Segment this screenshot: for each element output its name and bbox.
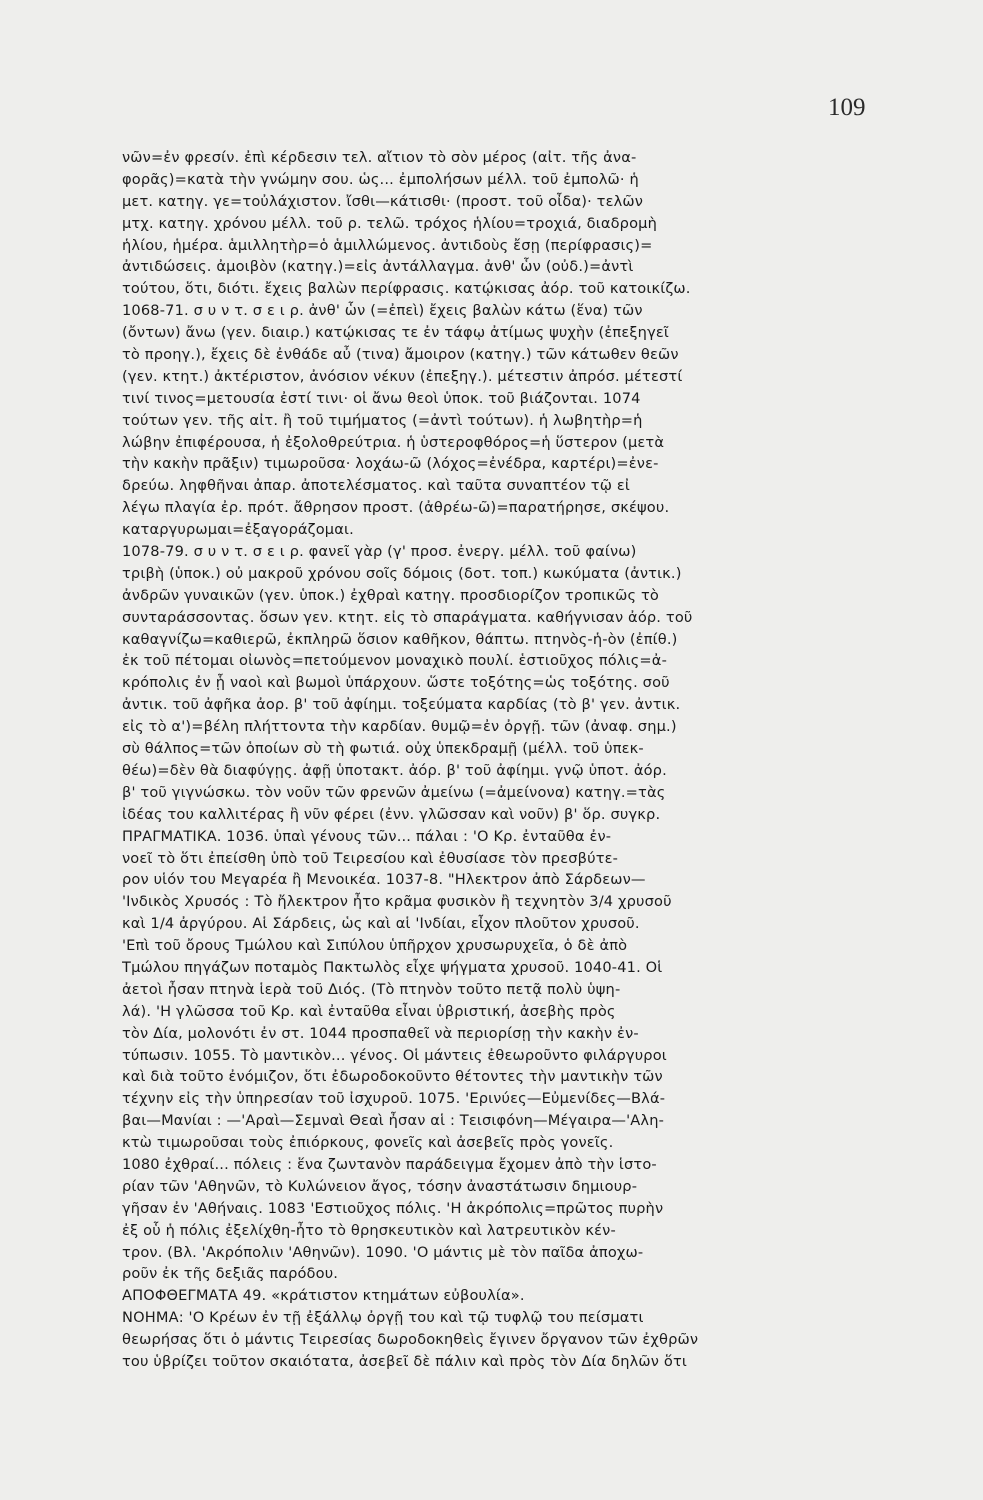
text-line: συνταράσσοντας. ὅσων γεν. κτητ. εἰς τὸ σπαράγματα. καθήγνισαν ἀόρ. τοῦ	[122, 608, 693, 626]
text-line: 'Επὶ τοῦ ὄρους Τμώλου καὶ Σιπύλου ὑπῆρχον χρυσωρυχεῖα, ὁ δὲ ἀπὸ	[122, 937, 628, 955]
text-line: ἀνδρῶν γυναικῶν (γεν. ὑποκ.) ἐχθραὶ κατηγ. προσδιορίζον τροπικῶς τὸ	[122, 586, 660, 604]
text-line: δρεύω. ληφθῆναι ἀπαρ. ἀποτελέσματος. καὶ ταῦτα συναπτέον τῷ εἰ	[122, 477, 630, 495]
text-line: τέχνην εἰς τὴν ὑπηρεσίαν τοῦ ἰσχυροῦ. 1075. 'Ερινύες—Εὐμενίδες—Βλά-	[122, 1090, 666, 1108]
text-line: θεωρήσας ὅτι ὁ μάντις Τειρεσίας δωροδοκηθεὶς ἔγινεν ὄργανον τῶν ἐχθρῶν	[122, 1331, 699, 1349]
text-line: καὶ 1/4 ἀργύρου. Αἱ Σάρδεις, ὡς καὶ αἱ 'Ινδίαι, εἶχον πλοῦτον χρυσοῦ.	[122, 915, 640, 933]
text-line: ἀετοὶ ἦσαν πτηνὰ ἱερὰ τοῦ Διός. (Τὸ πτηνὸν τοῦτο πετᾷ πολὺ ὑψη-	[122, 980, 621, 998]
text-line: κρόπολις ἐν ᾗ ναοὶ καὶ βωμοὶ ὑπάρχουν. ὥστε τοξότης=ὡς τοξότης. σοῦ	[122, 674, 670, 692]
text-line: τὸ προηγ.), ἔχεις δὲ ἐνθάδε αὖ (τινα) ἄμοιρον (κατηγ.) τῶν κάτωθεν θεῶν	[122, 346, 679, 364]
text-line: λώβην ἐπιφέρουσα, ἡ ἐξολοθρεύτρια. ἡ ὑστεροφθόρος=ἡ ὕστερον (μετὰ	[122, 433, 665, 451]
text-line: τούτου, ὅτι, διότι. ἔχεις βαλὼν περίφρασις. κατῴκισας ἀόρ. τοῦ κατοικίζω.	[122, 280, 691, 298]
text-line: καὶ διὰ τοῦτο ἐνόμιζον, ὅτι ἐδωροδοκοῦντο θέτοντες τὴν μαντικὴν τῶν	[122, 1068, 663, 1086]
text-line: λέγω πλαγία ἐρ. πρότ. ἄθρησον προστ. (ἀθρέω-ῶ)=παρατήρησε, σκέψου.	[122, 499, 670, 517]
paragraph-noema	[122, 1307, 877, 1373]
text-line: λά). 'Η γλῶσσα τοῦ Κρ. καὶ ἐνταῦθα εἶναι ὑβριστική, ἀσεβὴς πρὸς	[122, 1002, 616, 1020]
text-line: ἀντιδώσεις. ἀμοιβὸν (κατηγ.)=εἰς ἀντάλλαγμα. ἀνθ' ὧν (οὐδ.)=ἀντὶ	[122, 258, 634, 276]
text-line: τινί τινος=μετουσία ἐστί τινι· οἱ ἄνω θεοὶ ὑποκ. τοῦ βιάζονται. 1074	[122, 389, 641, 407]
text-line: καταργυρωμαι=ἐξαγοράζομαι.	[122, 521, 354, 539]
text-line: ἐκ τοῦ πέτομαι οἰωνὸς=πετούμενον μοναχικὸ πουλί. ἑστιοῦχος πόλις=ἀ-	[122, 652, 667, 670]
text-line: Τμώλου πηγάζων ποταμὸς Πακτωλὸς εἶχε ψήγματα χρυσοῦ. 1040-41. Οἱ	[122, 958, 663, 976]
text-line: (γεν. κτητ.) ἀκτέριστον, ἀνόσιον νέκυν (ἐπεξηγ.). μέτεστιν ἀπρόσ. μέτεστί	[122, 367, 683, 385]
text-line: ἡλίου, ἡμέρα. ἁμιλλητὴρ=ὁ ἁμιλλώμενος. ἀντιδοὺς ἔσῃ (περίφρασις)=	[122, 236, 653, 254]
paragraph-vocabulary-notes	[122, 147, 877, 541]
text-line: ρίαν τῶν 'Αθηνῶν, τὸ Κυλώνειον ἄγος, τόσην ἀναστάτωσιν δημιουρ-	[122, 1177, 638, 1195]
paragraph-syntax-notes	[122, 541, 877, 826]
text-line: γῆσαν ἐν 'Αθήναις. 1083 'Εστιοῦχος πόλις. 'Η ἀκρόπολις=πρῶτος πυρὴν	[122, 1199, 664, 1217]
text-line: β' τοῦ γιγνώσκω. τὸν νοῦν τῶν φρενῶν ἀμείνω (=ἀμείνονα) κατηγ.=τὰς	[122, 783, 666, 801]
page-number: 109	[828, 94, 866, 121]
text-line: ροῦν ἐκ τῆς δεξιᾶς παρόδου.	[122, 1265, 339, 1283]
commentary-text	[122, 147, 877, 1373]
text-line: ΝΟΗΜΑ: 'Ο Κρέων ἐν τῇ ἐξάλλῳ ὀργῇ του καὶ τῷ τυφλῷ του πείσματι	[122, 1309, 644, 1327]
text-line: κτὼ τιμωροῦσαι τοὺς ἐπιόρκους, φονεῖς καὶ ἀσεβεῖς πρὸς γονεῖς.	[122, 1134, 614, 1152]
text-line: ΠΡΑΓΜΑΤΙΚΑ. 1036. ὑπαὶ γένους τῶν... πάλαι : 'Ο Κρ. ἐνταῦθα ἐν-	[122, 827, 612, 845]
paragraph-pragmatika	[122, 826, 877, 1286]
text-line: τὴν κακὴν πρᾶξιν) τιμωροῦσα· λοχάω-ῶ (λόχος=ἐνέδρα, καρτέρι)=ἐνε-	[122, 455, 659, 473]
text-line: τύπωσιν. 1055. Τὸ μαντικὸν... γένος. Οἱ μάντεις ἐθεωροῦντο φιλάργυροι	[122, 1046, 667, 1064]
text-line: ἐξ οὗ ἡ πόλις ἐξελίχθη-ἦτο τὸ θρησκευτικὸν καὶ λατρευτικὸν κέν-	[122, 1221, 616, 1239]
apophthegm-line: ΑΠΟΦΘΕΓΜΑΤΑ 49. «κράτιστον κτημάτων εὐβουλία».	[122, 1287, 525, 1305]
text-line: τὸν Δία, μολονότι ἐν στ. 1044 προσπαθεῖ νὰ περιορίσῃ τὴν κακὴν ἐν-	[122, 1024, 639, 1042]
text-line: βαι—Μανίαι : —'Αραὶ—Σεμναὶ Θεαὶ ἦσαν αἱ : Τεισιφόνη—Μέγαιρα—'Αλη-	[122, 1112, 665, 1130]
text-line: τούτων γεν. τῆς αἰτ. ἢ τοῦ τιμήματος (=ἀντὶ τούτων). ἡ λωβητὴρ=ἡ	[122, 411, 643, 429]
text-line: ἰδέας του καλλιτέρας ἢ νῦν φέρει (ἐνν. γλῶσσαν καὶ νοῦν) β' ὅρ. συγκρ.	[122, 805, 661, 823]
text-line: μετ. κατηγ. γε=τοὐλάχιστον. ἴσθι—κάτισθι· (προστ. τοῦ οἶδα)· τελῶν	[122, 192, 644, 210]
text-line: 'Ινδικὸς Χρυσός : Τὸ ἤλεκτρον ἦτο κρᾶμα φυσικὸν ἢ τεχνητὸν 3/4 χρυσοῦ	[122, 893, 672, 911]
text-line: τριβὴ (ὑποκ.) οὐ μακροῦ χρόνου σοῖς δόμοις (δοτ. τοπ.) κωκύματα (ἀντικ.)	[122, 564, 682, 582]
text-line: 1068-71. σ υ ν τ. σ ε ι ρ. ἀνθ' ὧν (=ἐπεὶ) ἔχεις βαλὼν κάτω (ἕνα) τῶν	[122, 302, 643, 320]
text-line: νῶν=ἐν φρεσίν. ἐπὶ κέρδεσιν τελ. αἴτιον τὸ σὸν μέρος (αἰτ. τῆς ἀνα-	[122, 149, 637, 166]
text-line: μτχ. κατηγ. χρόνου μέλλ. τοῦ ρ. τελῶ. τρόχος ἡλίου=τροχιά, διαδρομὴ	[122, 214, 658, 232]
text-line: νοεῖ τὸ ὅτι ἐπείσθη ὑπὸ τοῦ Τειρεσίου καὶ ἐθυσίασε τὸν πρεσβύτε-	[122, 849, 619, 867]
text-line: σὺ θάλπος=τῶν ὁποίων σὺ τὴ φωτιά. οὐχ ὑπεκδραμῇ (μέλλ. τοῦ ὑπεκ-	[122, 740, 644, 758]
text-line: 1078-79. σ υ ν τ. σ ε ι ρ. φανεῖ γὰρ (γ' προσ. ἐνεργ. μέλλ. τοῦ φαίνω)	[122, 543, 637, 561]
text-line: φορᾶς)=κατὰ τὴν γνώμην σου. ὡς... ἐμπολήσων μέλλ. τοῦ ἐμπολῶ· ἡ	[122, 170, 639, 188]
text-line: εἰς τὸ α')=βέλη πλήττοντα τὴν καρδίαν. θυμῷ=ἐν ὀργῇ. τῶν (ἀναφ. σημ.)	[122, 718, 677, 736]
text-line: θέω)=δὲν θὰ διαφύγῃς. ἀφῇ ὑποτακτ. ἀόρ. β' τοῦ ἀφίημι. γνῷ ὑποτ. ἀόρ.	[122, 761, 667, 779]
text-line: ρον υἱόν του Μεγαρέα ἢ Μενοικέα. 1037-8. "Ηλεκτρον ἀπὸ Σάρδεων—	[122, 871, 646, 889]
text-line: τρον. (Βλ. 'Ακρόπολιν 'Αθηνῶν). 1090. 'Ο μάντις μὲ τὸν παῖδα ἀποχω-	[122, 1243, 644, 1261]
text-line: (ὄντων) ἄνω (γεν. διαιρ.) κατῴκισας τε ἐν τάφῳ ἀτίμως ψυχὴν (ἐπεξηγεῖ	[122, 324, 669, 342]
text-line: 1080 ἐχθραί... πόλεις : ἕνα ζωντανὸν παράδειγμα ἔχομεν ἀπὸ τὴν ἱστο-	[122, 1155, 657, 1173]
text-line: καθαγνίζω=καθιερῶ, ἐκπληρῶ ὅσιον καθῆκον, θάπτω. πτηνὸς-ἡ-ὸν (ἐπίθ.)	[122, 630, 678, 648]
text-line: του ὑβρίζει τοῦτον σκαιότατα, ἀσεβεῖ δὲ πάλιν καὶ πρὸς τὸν Δία δηλῶν ὅτι	[122, 1352, 687, 1370]
text-line: ἀντικ. τοῦ ἀφῆκα ἀορ. β' τοῦ ἀφίημι. τοξεύματα καρδίας (τὸ β' γεν. ἀντικ.	[122, 696, 681, 714]
